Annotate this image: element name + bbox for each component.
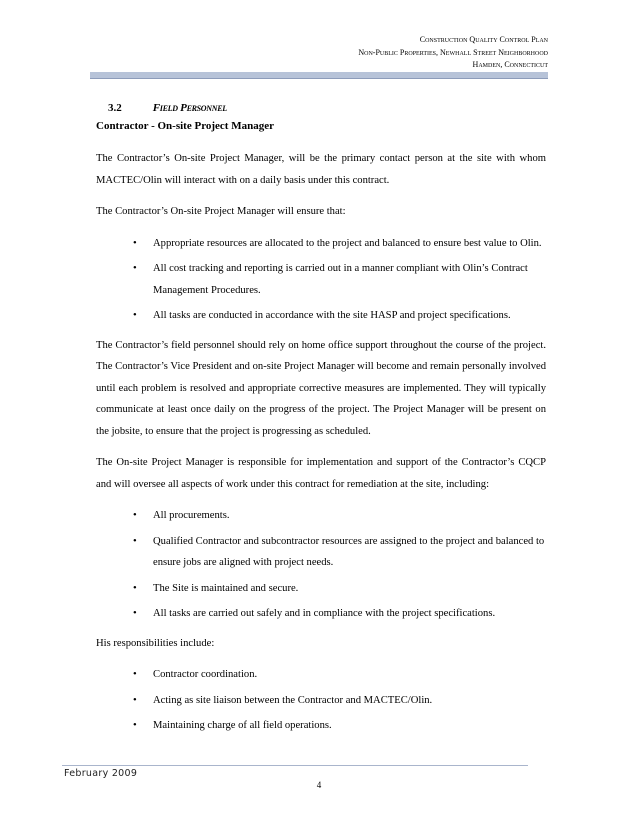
list-item: • All tasks are conducted in accordance with the site HASP and project specifications.	[153, 305, 546, 327]
paragraph-ensure-intro: The Contractor’s On-site Project Manager will ensure that:	[96, 206, 346, 217]
bullet-icon: •	[133, 535, 137, 547]
page-content	[96, 102, 546, 745]
list-item: • Acting as site liaison between the Contractor and MACTEC/Olin.	[153, 690, 546, 712]
paragraph-responsibility: The On-site Project Manager is responsible for implementation and support of the Contractor’s CQCP and will oversee all aspects of work under this contract for remediation at the site, including:	[96, 457, 546, 490]
list-item: • Contractor coordination.	[153, 664, 546, 686]
list-item: • Maintaining charge of all field operations.	[153, 715, 546, 737]
bullet-list-oversee	[96, 505, 546, 625]
list-item: • All procurements.	[153, 505, 546, 527]
bullet-icon: •	[133, 510, 137, 521]
bullet-icon: •	[133, 237, 137, 249]
list-item: • All cost tracking and reporting is carried out in a manner compliant with Olin’s Contract Management Procedures.	[153, 258, 546, 301]
paragraph-primary-contact: The Contractor’s On-site Project Manager, will be the primary contact person at the site with whom MACTEC/Olin will interact with on a daily basis under this contract.	[96, 153, 546, 186]
header-location: Hamden, Connecticut	[472, 60, 548, 69]
paragraph-responsibilities-intro: His responsibilities include:	[96, 637, 215, 649]
header-document-title: Construction Quality Control Plan	[419, 35, 548, 44]
paragraph-home-office-support: The Contractor’s field personnel should rely on home office support throughout the course of the project. The Contractor’s Vice President and on-site Project Manager will become and remain personally involved until each problem is resolved and appropriate corrective measures are implemented. They will typically communicate at least once daily on the progress of the project. The Project Manager will be present on the jobsite, to ensure that the project is progressing as scheduled.	[96, 339, 546, 437]
bullet-list-ensure	[96, 233, 546, 327]
footer-rule	[62, 765, 528, 766]
page-header	[358, 34, 548, 72]
bullet-list-responsibilities	[96, 664, 546, 737]
bullet-icon: •	[133, 582, 137, 594]
section-heading	[96, 102, 546, 120]
page-number: 4	[316, 780, 322, 790]
bullet-icon: •	[133, 669, 137, 680]
header-rule	[90, 72, 548, 79]
bullet-icon: •	[133, 694, 137, 706]
list-item: • Appropriate resources are allocated to the project and balanced to ensure best value to Olin.	[153, 233, 546, 255]
bullet-icon: •	[133, 263, 137, 274]
list-item: • Qualified Contractor and subcontractor resources are assigned to the project and balanced to ensure jobs are aligned with project needs.	[153, 531, 546, 574]
bullet-icon: •	[133, 310, 137, 321]
header-project-name: Non-Public Properties, Newhall Street Neighborhood	[358, 47, 548, 57]
bullet-icon: •	[133, 608, 137, 619]
section-number: 3.2	[108, 102, 122, 114]
list-item: • All tasks are carried out safely and in compliance with the project specifications.	[153, 603, 546, 625]
footer-date: February 2009	[64, 768, 138, 779]
list-item: • The Site is maintained and secure.	[153, 578, 546, 600]
subsection-heading: Contractor - On-site Project Manager	[96, 120, 274, 132]
section-title: Field Personnel	[152, 102, 227, 114]
bullet-icon: •	[133, 720, 137, 731]
